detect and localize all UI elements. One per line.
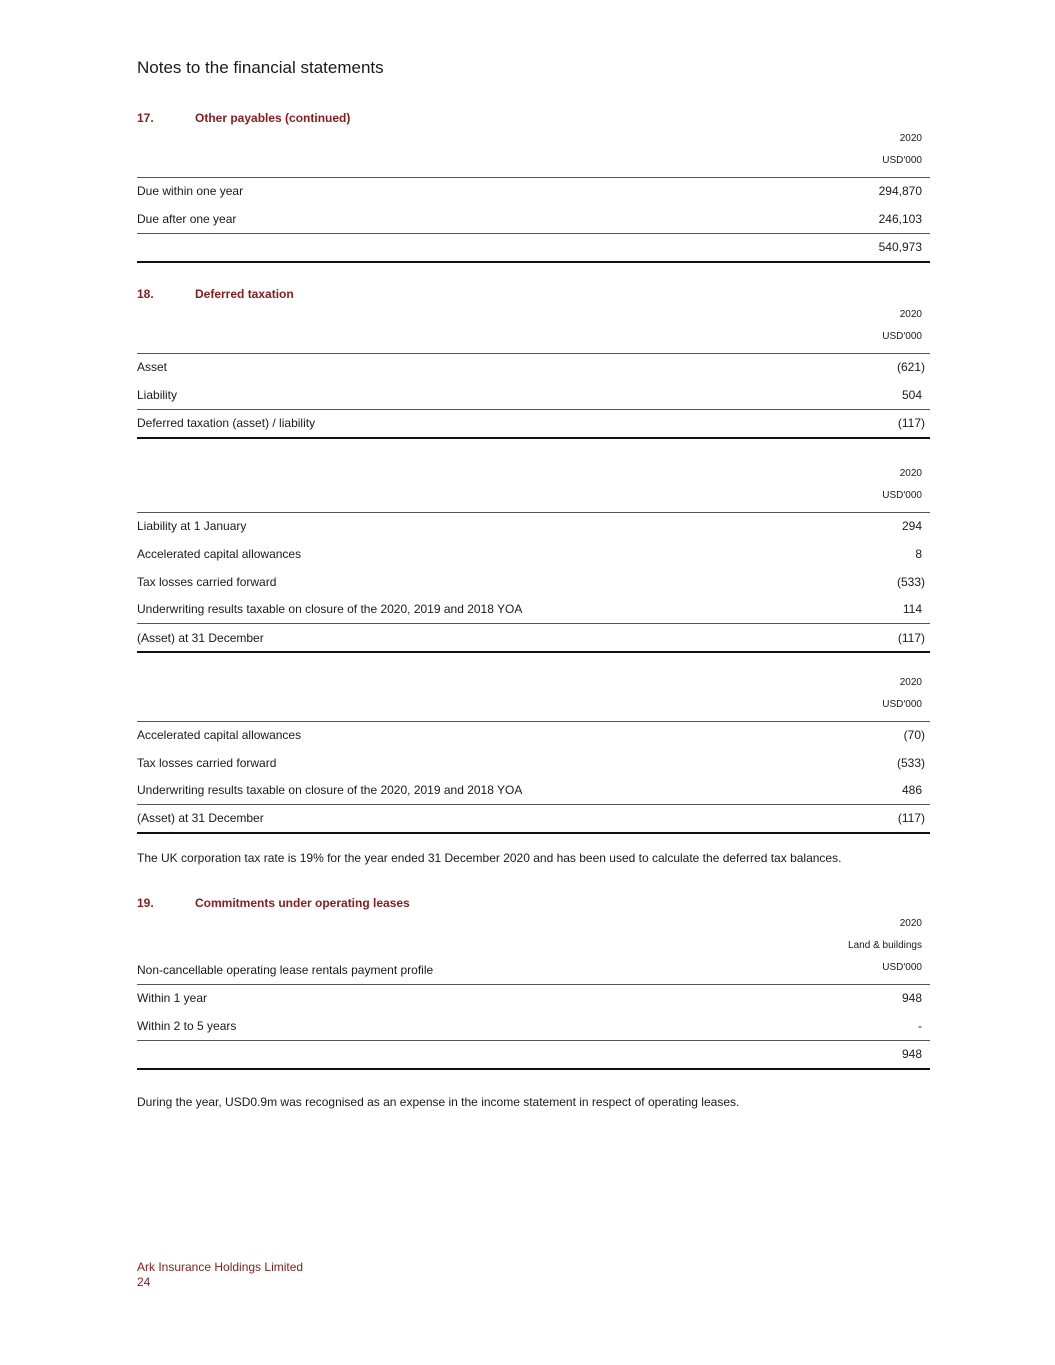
table2-year: 2020 — [899, 468, 922, 479]
row-value: 114 — [902, 602, 922, 616]
note-18-heading — [137, 287, 294, 301]
table-row — [137, 209, 930, 229]
divider — [137, 721, 930, 722]
row-label: Within 1 year — [137, 991, 208, 1005]
note-19-number: 19. — [137, 896, 154, 910]
table-row — [137, 599, 930, 619]
row-label: Tax losses carried forward — [137, 756, 277, 770]
total-row — [137, 237, 930, 257]
lease-profile-label: Non-cancellable operating lease rentals payment profile — [137, 963, 434, 977]
total-value: 540,973 — [878, 240, 922, 254]
table3-unit: USD'000 — [882, 699, 922, 710]
total-value: (117) — [897, 631, 925, 645]
divider — [137, 261, 930, 263]
note-19-title: Commitments under operating leases — [195, 896, 410, 910]
table3-year: 2020 — [899, 677, 922, 688]
table-row — [137, 572, 930, 592]
row-value: 486 — [901, 783, 922, 797]
row-value: 294,870 — [878, 184, 922, 198]
company-name: Ark Insurance Holdings Limited — [137, 1260, 304, 1274]
divider — [137, 651, 930, 653]
total-row — [137, 1044, 930, 1064]
divider — [137, 1040, 930, 1041]
note-19-category: Land & buildings — [848, 940, 922, 951]
row-label: Within 2 to 5 years — [137, 1019, 237, 1033]
row-value: (533) — [896, 575, 925, 589]
table-row — [137, 516, 930, 536]
table-row — [137, 544, 930, 564]
divider — [137, 177, 930, 178]
row-label: Due after one year — [137, 212, 237, 226]
row-label: Liability — [137, 388, 178, 402]
row-label: Accelerated capital allowances — [137, 547, 302, 561]
table-row — [137, 385, 930, 405]
table-row — [137, 1016, 930, 1036]
row-label: Asset — [137, 360, 168, 374]
divider — [137, 437, 930, 439]
divider — [137, 512, 930, 513]
row-value: 8 — [915, 547, 922, 561]
table2-unit: USD'000 — [882, 490, 922, 501]
divider — [137, 623, 930, 624]
divider — [137, 832, 930, 834]
divider — [137, 353, 930, 354]
row-value: (621) — [896, 360, 925, 374]
row-value: 294 — [901, 519, 922, 533]
table-row — [137, 780, 930, 800]
total-label: (Asset) at 31 December — [137, 811, 264, 825]
total-label: (Asset) at 31 December — [137, 631, 264, 645]
table1-unit: USD'000 — [882, 331, 922, 342]
divider — [137, 804, 930, 805]
row-label: Accelerated capital allowances — [137, 728, 302, 742]
row-value: (70) — [903, 728, 925, 742]
row-value: - — [918, 1019, 922, 1033]
row-label: Underwriting results taxable on closure of the 2020, 2019 and 2018 YOA — [137, 602, 523, 616]
divider — [137, 233, 930, 234]
note-17-year: 2020 — [899, 133, 922, 144]
tax-rate-note: The UK corporation tax rate is 19% for the year ended 31 December 2020 and has been used to calculate the deferred tax balances. — [137, 851, 842, 865]
divider — [137, 984, 930, 985]
footer — [137, 1260, 303, 1290]
row-label: Underwriting results taxable on closure of the 2020, 2019 and 2018 YOA — [137, 783, 523, 797]
note-17-title: Other payables (continued) — [195, 111, 351, 125]
note-18-number: 18. — [137, 287, 154, 301]
table-row — [137, 988, 930, 1008]
lease-expense-note: During the year, USD0.9m was recognised as an expense in the income statement in respect of operating leases. — [137, 1095, 740, 1109]
note-18-title: Deferred taxation — [195, 287, 294, 301]
table1-year: 2020 — [899, 309, 922, 320]
note-17-unit: USD'000 — [882, 155, 922, 166]
row-value: 948 — [901, 991, 922, 1005]
table-row — [137, 181, 930, 201]
total-label: Deferred taxation (asset) / liability — [137, 416, 316, 430]
row-label: Due within one year — [137, 184, 244, 198]
row-value: 246,103 — [878, 212, 922, 226]
total-row — [137, 413, 930, 433]
divider — [137, 1068, 930, 1070]
table-row — [137, 357, 930, 377]
note-19-unit: USD'000 — [882, 962, 922, 973]
page-number: 24 — [137, 1275, 151, 1289]
table-row — [137, 725, 930, 745]
total-value: (117) — [897, 811, 925, 825]
total-value: 948 — [901, 1047, 922, 1061]
total-row — [137, 628, 930, 648]
row-label: Liability at 1 January — [137, 519, 247, 533]
row-label: Tax losses carried forward — [137, 575, 277, 589]
total-row — [137, 808, 930, 828]
total-value: (117) — [897, 416, 925, 430]
note-19-year: 2020 — [899, 918, 922, 929]
table-row — [137, 753, 930, 773]
row-value: 504 — [901, 388, 922, 402]
page-title: Notes to the financial statements — [137, 58, 384, 77]
note-17-number: 17. — [137, 111, 154, 125]
divider — [137, 409, 930, 410]
row-value: (533) — [896, 756, 925, 770]
note-19-heading — [137, 896, 410, 910]
note-17-heading — [137, 111, 350, 125]
